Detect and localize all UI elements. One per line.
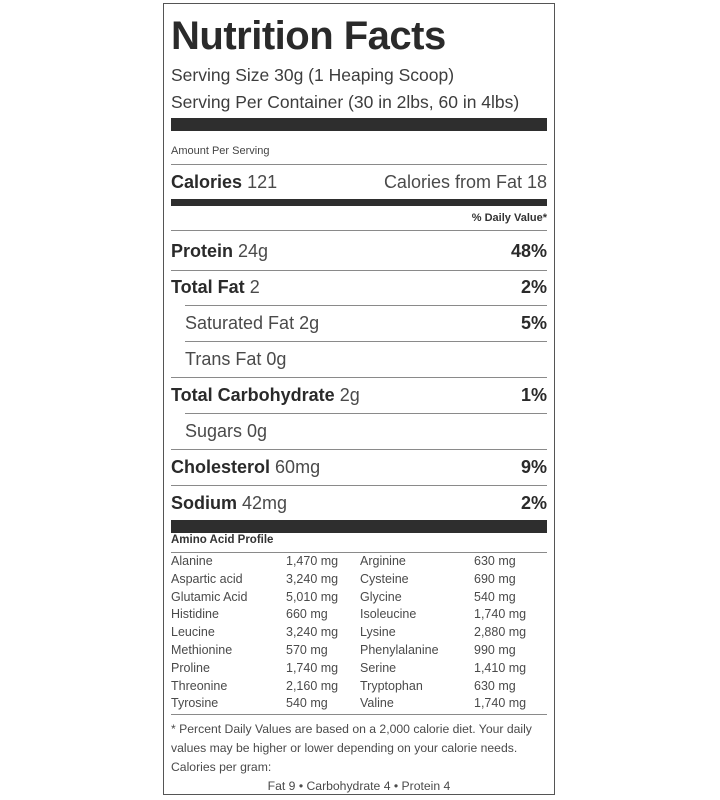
amino-name: Glutamic Acid: [171, 589, 248, 604]
nutrition-facts-label: [163, 3, 555, 795]
amino-name: Histidine: [171, 607, 219, 622]
amount-per-serving: Amount Per Serving: [171, 145, 270, 157]
footnote-calories-per-gram: Calories per gram:: [171, 760, 272, 774]
amino-name: Valine: [360, 696, 394, 711]
divider: [171, 449, 547, 450]
divider: [171, 714, 547, 715]
serving-size: Serving Size 30g (1 Heaping Scoop): [171, 65, 455, 85]
nutrient-name: Trans Fat 0g: [185, 348, 287, 369]
divider: [171, 270, 547, 271]
amino-value: 5,010 mg: [286, 589, 339, 604]
amino-row: [171, 571, 547, 589]
amino-row: [171, 678, 547, 696]
amino-name: Alanine: [171, 554, 213, 568]
calories-row: [171, 167, 547, 197]
amino-name: Leucine: [171, 625, 215, 640]
amino-value: 2,880 mg: [474, 625, 527, 640]
label-content: [171, 4, 547, 794]
nutrient-amount: 2g: [339, 384, 360, 405]
calories-from-fat: Calories from Fat 18: [383, 171, 547, 192]
nutrient-row-total-carbohydrate: [171, 380, 547, 410]
calories-label: Calories: [171, 171, 243, 192]
nutrient-daily-value: 5%: [520, 312, 547, 333]
amino-row: [171, 589, 547, 607]
nutrient-name: Sugars 0g: [185, 420, 268, 441]
servings-per-container: Serving Per Container (30 in 2lbs, 60 in 4lbs): [171, 92, 520, 112]
amino-value: 1,740 mg: [474, 696, 527, 711]
divider: [185, 341, 547, 342]
calories-value: 121: [247, 171, 278, 192]
amino-acid-table: [171, 553, 547, 713]
amino-name: Threonine: [171, 678, 228, 693]
amino-name: Phenylalanine: [360, 642, 439, 657]
footnote-calorie-values: Fat 9 • Carbohydrate 4 • Protein 4: [267, 779, 451, 793]
nutrient-name: Total Carbohydrate: [171, 384, 335, 405]
divider: [171, 230, 547, 231]
thick-divider: [171, 118, 547, 131]
amino-value: 3,240 mg: [286, 625, 339, 640]
nutrient-row-saturated-fat: [171, 308, 547, 338]
amino-value: 1,740 mg: [286, 660, 339, 675]
amino-name: Methionine: [171, 642, 233, 657]
nutrient-daily-value: 2%: [520, 276, 547, 297]
nutrient-row-trans-fat: [171, 344, 547, 374]
amino-row: [171, 624, 547, 642]
amino-name: Proline: [171, 660, 210, 675]
amino-value: 1,470 mg: [286, 554, 339, 568]
nutrient-amount: 2: [249, 276, 260, 297]
label-title: Nutrition Facts: [171, 14, 446, 58]
nutrient-amount: 42mg: [242, 492, 288, 513]
amino-value: 630 mg: [474, 678, 516, 693]
amino-name: Glycine: [360, 589, 402, 604]
amino-value: 540 mg: [474, 589, 516, 604]
amino-value: 1,410 mg: [474, 660, 527, 675]
nutrient-daily-value: 2%: [520, 492, 547, 513]
amino-value: 540 mg: [286, 696, 328, 711]
nutrient-amount: 60mg: [275, 456, 321, 477]
divider: [185, 413, 547, 414]
amino-name: Arginine: [360, 554, 406, 568]
nutrient-daily-value: 48%: [510, 240, 547, 261]
divider: [171, 485, 547, 486]
medium-divider: [171, 199, 547, 206]
amino-row: [171, 642, 547, 660]
amino-value: 990 mg: [474, 642, 516, 657]
thick-divider: [171, 520, 547, 533]
amino-acid-profile-title: Amino Acid Profile: [171, 534, 274, 546]
divider: [171, 164, 547, 165]
nutrient-amount: 24g: [238, 240, 269, 261]
amino-name: Serine: [360, 660, 397, 675]
divider: [171, 377, 547, 378]
nutrient-name: Saturated Fat 2g: [185, 312, 320, 333]
nutrient-name: Total Fat: [171, 276, 245, 297]
amino-row: [171, 660, 547, 678]
nutrient-row-total-fat: [171, 272, 547, 302]
amino-name: Cysteine: [360, 571, 409, 586]
amino-value: 3,240 mg: [286, 571, 339, 586]
footnote-daily-values: * Percent Daily Values are based on a 2,000 calorie diet. Your daily values may be higher or lower depending on your calorie needs.: [171, 722, 532, 755]
nutrient-row-protein: [171, 236, 547, 266]
nutrient-name: Cholesterol: [171, 456, 271, 477]
amino-value: 660 mg: [286, 607, 328, 622]
nutrient-daily-value: 1%: [520, 384, 547, 405]
amino-value: 630 mg: [474, 554, 516, 568]
amino-value: 2,160 mg: [286, 678, 339, 693]
amino-value: 1,740 mg: [474, 607, 527, 622]
amino-row: [171, 553, 547, 571]
amino-value: 690 mg: [474, 571, 516, 586]
amino-row: [171, 695, 547, 713]
amino-name: Lysine: [360, 625, 396, 640]
amino-value: 570 mg: [286, 642, 328, 657]
amino-name: Tryptophan: [360, 678, 423, 693]
divider: [185, 305, 547, 306]
nutrient-row-cholesterol: [171, 452, 547, 482]
amino-row: [171, 606, 547, 624]
nutrient-row-sodium: [171, 488, 547, 518]
nutrient-row-sugars: [171, 416, 547, 446]
daily-value-header: % Daily Value*: [471, 212, 547, 224]
amino-name: Isoleucine: [360, 607, 417, 622]
amino-name: Aspartic acid: [171, 571, 243, 586]
footnote: [171, 720, 547, 796]
nutrient-daily-value: 9%: [520, 456, 547, 477]
amino-name: Tyrosine: [171, 696, 219, 711]
nutrient-name: Sodium: [171, 492, 237, 513]
nutrient-name: Protein: [171, 240, 234, 261]
